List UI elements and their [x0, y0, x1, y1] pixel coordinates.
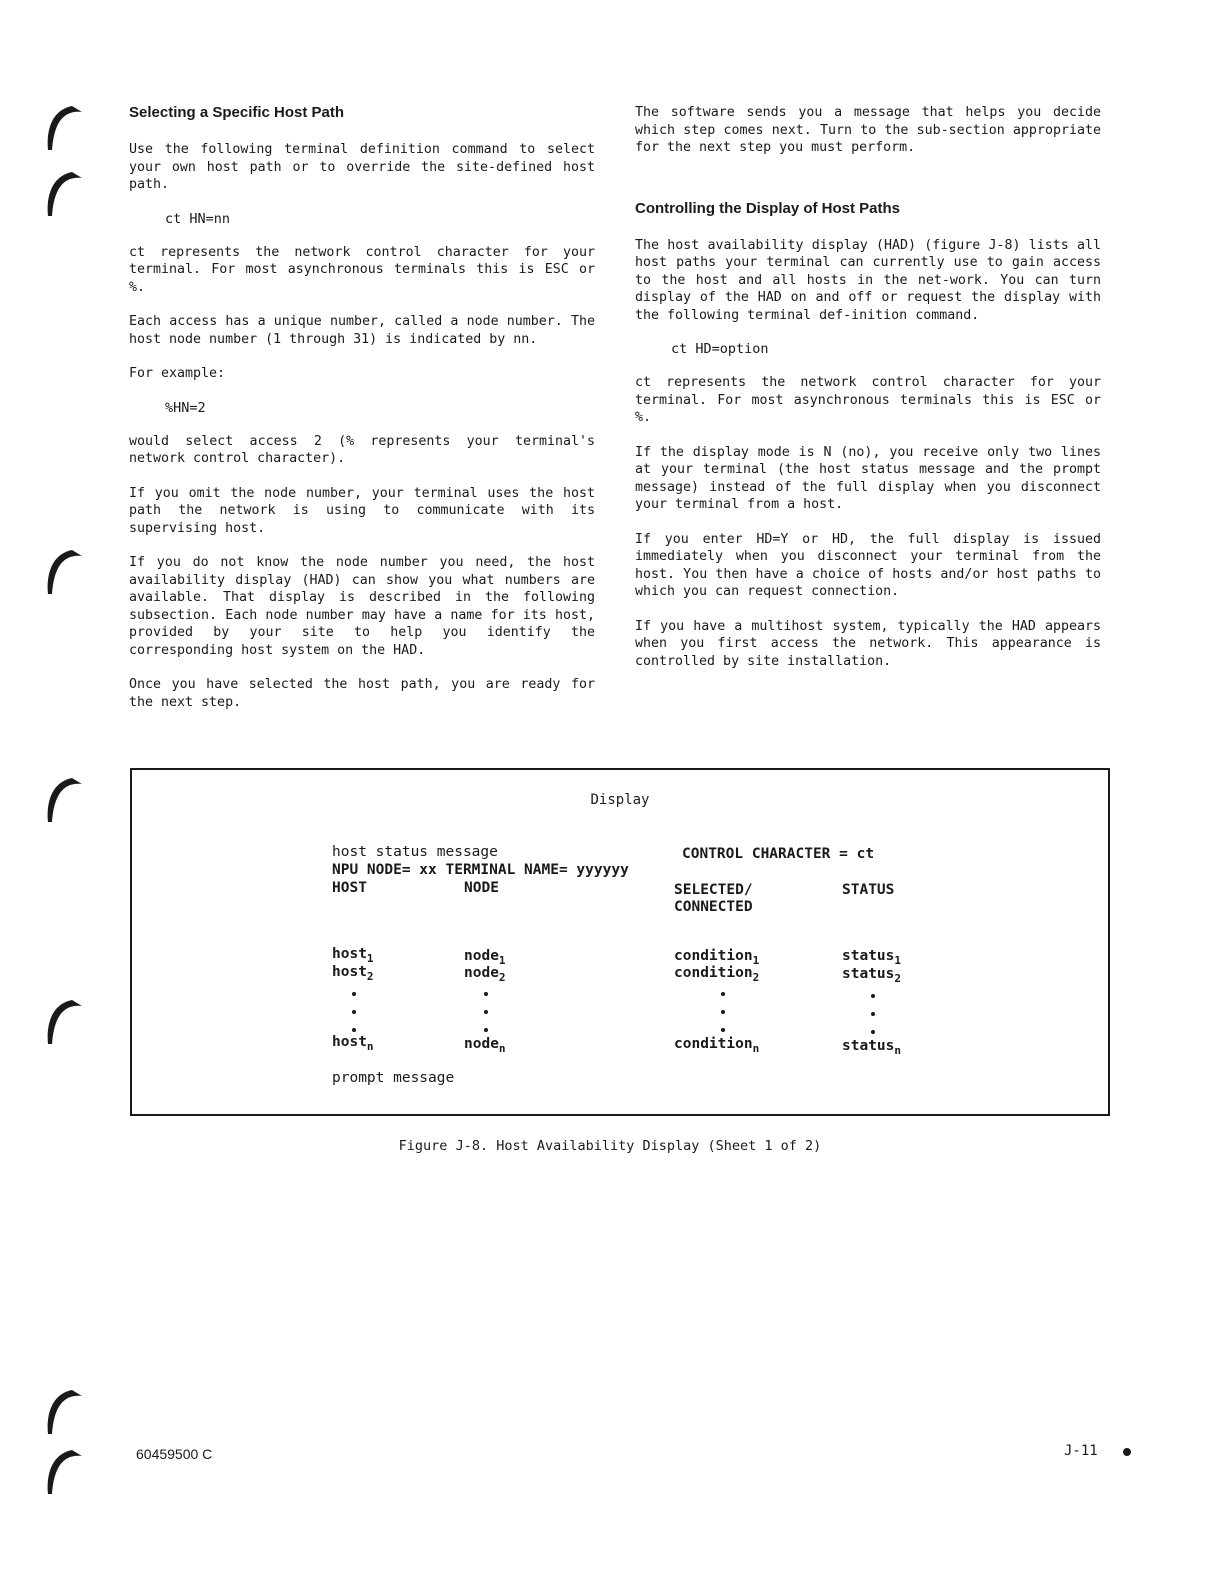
row-status: status$_1$: [842, 948, 902, 967]
ellipsis-dot: [871, 1012, 875, 1016]
command-example: %HN=2: [165, 399, 206, 416]
ellipsis-dot: [871, 994, 875, 998]
row-node: node$_n$: [464, 1036, 506, 1055]
row-host: host$_n$: [332, 1034, 374, 1053]
header-host: HOST: [332, 880, 367, 896]
paragraph: If you do not know the node number you need, the host availability display (HAD) can show you what numbers are available. That display is described in the following subsection. Each node number may have a name for its host, provided by your site to help you identify the corresponding host system on the HAD.: [129, 555, 595, 658]
paragraph: If you have a multihost system, typically the HAD appears when you first access the network. This appearance is controlled by site installation.: [635, 618, 1101, 669]
header-node: NODE: [464, 880, 499, 896]
host-status-message: host status message: [332, 844, 498, 860]
page-number: J-11: [1064, 1443, 1098, 1459]
row-host: host$_2$: [332, 964, 374, 983]
figure-display-box: [130, 768, 1110, 1116]
binder-hole-mark: [44, 544, 84, 596]
right-column: [635, 104, 1101, 687]
figure-label: Display: [590, 792, 650, 808]
paragraph: If the display mode is N (no), you receive only two lines at your terminal (the host status message and the prompt message) instead of the full display when you disconnect your terminal from a host.: [635, 444, 1101, 512]
command-example: ct HD=option: [671, 341, 769, 357]
control-character-line: CONTROL CHARACTER = ct: [682, 846, 875, 862]
binder-hole-mark: [44, 166, 84, 218]
paragraph: If you omit the node number, your terminal uses the host path the network is using to communicate with its supervising host.: [129, 485, 595, 536]
paragraph: The host availability display (HAD) (figure J-8) lists all host paths your terminal can currently use to gain access to the host and all hosts in the net-work. You can turn display of the HAD on and off or request the display with the following terminal def-inition command.: [635, 237, 1101, 323]
row-status: status$_n$: [842, 1038, 902, 1057]
binder-hole-mark: [44, 1444, 84, 1496]
ellipsis-dot: [484, 1010, 488, 1014]
ellipsis-dot: [352, 1028, 356, 1032]
binder-hole-mark: [44, 994, 84, 1046]
header-status: STATUS: [842, 882, 895, 898]
figure-caption: Figure J-8. Host Availability Display (Sheet 1 of 2): [398, 1138, 822, 1154]
prompt-message: prompt message: [332, 1070, 455, 1086]
paragraph: For example:: [129, 366, 226, 381]
header-selected: SELECTED/: [674, 882, 753, 898]
ellipsis-dot: [871, 1030, 875, 1034]
paragraph: would select access 2 (% represents your terminal's network control character).: [129, 433, 595, 466]
row-node: node$_1$: [464, 948, 506, 967]
row-status: status$_2$: [842, 966, 902, 985]
row-condition: condition$_1$: [674, 948, 760, 967]
ellipsis-dot: [721, 1028, 725, 1032]
paragraph: Once you have selected the host path, you are ready for the next step.: [129, 677, 595, 710]
ellipsis-dot: [484, 1028, 488, 1032]
ellipsis-dot: [721, 992, 725, 996]
ellipsis-dot: [484, 992, 488, 996]
row-node: node$_2$: [464, 965, 506, 984]
section-heading: Controlling the Display of Host Paths: [635, 199, 901, 217]
binder-hole-mark: [44, 100, 84, 152]
paragraph: Use the following terminal definition command to select your own host path or to override the site-defined host path.: [129, 142, 595, 192]
document-number: 60459500 C: [136, 1446, 213, 1462]
row-host: host$_1$: [332, 946, 374, 965]
binder-hole-mark: [44, 772, 84, 824]
row-condition: condition$_2$: [674, 965, 760, 984]
paragraph: ct represents the network control character for your terminal. For most asynchronous terminals this is ESC or %.: [635, 375, 1101, 425]
ellipsis-dot: [352, 1010, 356, 1014]
left-column: [129, 104, 595, 728]
command-example: ct HN=nn: [165, 210, 231, 227]
ellipsis-dot: [352, 992, 356, 996]
binder-hole-mark: [44, 1384, 84, 1436]
paragraph: If you enter HD=Y or HD, the full display is issued immediately when you disconnect your terminal from the host. You then have a choice of hosts and/or host paths to which you can request connection.: [635, 531, 1101, 599]
paragraph: The software sends you a message that helps you decide which step comes next. Turn to the sub-section appropriate for the next step you must perform.: [635, 105, 1101, 155]
section-heading: Selecting a Specific Host Path: [129, 104, 345, 121]
ellipsis-dot: [721, 1010, 725, 1014]
paragraph: Each access has a unique number, called a node number. The host node number (1 through 31) is indicated by nn.: [129, 314, 595, 347]
paragraph: ct represents the network control character for your terminal. For most asynchronous terminals this is ESC or %.: [129, 244, 595, 295]
npu-node-line: NPU NODE= xx TERMINAL NAME= yyyyyy: [332, 862, 629, 878]
header-connected: CONNECTED: [674, 899, 753, 915]
bullet-mark: [1123, 1448, 1131, 1456]
row-condition: condition$_n$: [674, 1036, 760, 1055]
